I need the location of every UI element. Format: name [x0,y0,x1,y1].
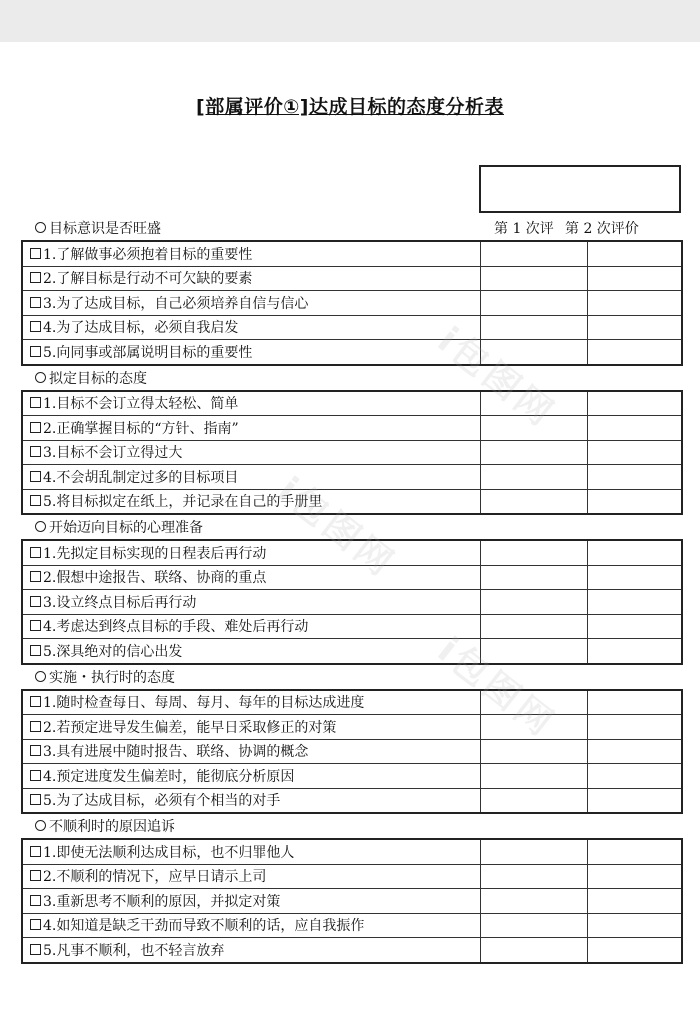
second-evaluation-cell[interactable] [587,864,682,889]
second-evaluation-cell[interactable] [587,788,682,813]
question-cell [22,864,480,889]
table-row [22,715,682,740]
checkbox[interactable] [30,645,41,656]
checkbox[interactable] [30,446,41,457]
question-text: 5.为了达成目标，必须有个相当的对手 [43,793,281,810]
table-row [22,690,682,715]
first-evaluation-cell[interactable] [480,241,587,266]
first-evaluation-cell[interactable] [480,788,587,813]
table-row [22,590,682,615]
first-evaluation-cell[interactable] [480,690,587,715]
question-cell [22,839,480,864]
question-cell [22,340,480,365]
question-text: 3.设立终点目标后再行动 [43,594,197,611]
checkbox[interactable] [30,248,41,259]
second-evaluation-cell[interactable] [587,639,682,664]
question-text: 3.目标不会订立得过大 [43,445,183,462]
first-evaluation-cell[interactable] [480,614,587,639]
second-evaluation-cell[interactable] [587,391,682,416]
question-cell [22,788,480,813]
question-text: 2.若预定进导发生偏差，能早日采取修正的对策 [43,719,337,736]
question-cell [22,416,480,441]
table-row [22,241,682,266]
question-cell [22,565,480,590]
evaluation-form [21,220,681,968]
question-cell [22,764,480,789]
first-evaluation-cell[interactable] [480,639,587,664]
first-evaluation-cell[interactable] [480,440,587,465]
checkbox[interactable] [30,272,41,283]
table-row [22,291,682,316]
first-evaluation-cell[interactable] [480,764,587,789]
table-row [22,416,682,441]
first-evaluation-cell[interactable] [480,315,587,340]
first-evaluation-cell[interactable] [480,864,587,889]
table-row [22,864,682,889]
section-heading-text: 不顺利时的原因追诉 [49,819,175,835]
question-cell [22,639,480,664]
checkbox[interactable] [30,471,41,482]
total-score-box[interactable] [479,165,681,213]
first-evaluation-header: 第 1 次评 [494,221,554,237]
table-row [22,913,682,938]
second-evaluation-cell[interactable] [587,614,682,639]
checkbox[interactable] [30,770,41,781]
question-cell [22,391,480,416]
first-evaluation-cell[interactable] [480,715,587,740]
question-text: 4.考虑达到终点目标的手段、难处后再行动 [43,619,309,636]
checkbox[interactable] [30,297,41,308]
checkbox[interactable] [30,346,41,357]
question-text: 1.随时检查每日、每周、每月、每年的目标达成进度 [43,695,365,712]
section-heading [21,818,681,836]
question-text: 1.即使无法顺利达成目标，也不归罪他人 [43,844,295,861]
second-evaluation-cell[interactable] [587,565,682,590]
first-evaluation-cell[interactable] [480,465,587,490]
checkbox[interactable] [30,794,41,805]
watermark: i包图网 [429,629,563,746]
question-text: 2.假想中途报告、联络、协商的重点 [43,570,267,587]
question-cell [22,590,480,615]
second-evaluation-cell[interactable] [587,489,682,514]
section-table [21,838,683,964]
first-evaluation-cell[interactable] [480,340,587,365]
table-row [22,788,682,813]
table-row [22,266,682,291]
table-row [22,839,682,864]
second-evaluation-cell[interactable] [587,266,682,291]
second-evaluation-cell[interactable] [587,340,682,365]
checkbox[interactable] [30,495,41,506]
first-evaluation-cell[interactable] [480,291,587,316]
first-evaluation-cell[interactable] [480,416,587,441]
second-evaluation-cell[interactable] [587,590,682,615]
watermark: i包图网 [429,319,563,436]
second-evaluation-cell[interactable] [587,291,682,316]
section-heading [21,669,681,687]
second-evaluation-cell[interactable] [587,440,682,465]
second-evaluation-cell[interactable] [587,540,682,565]
checkbox[interactable] [30,596,41,607]
question-cell [22,489,480,514]
section-heading-text: 实施・执行时的态度 [49,669,175,686]
section-table [21,539,683,665]
question-cell [22,739,480,764]
question-text: 4.不会胡乱制定过多的目标项目 [43,469,239,486]
table-row [22,315,682,340]
question-text: 4.如知道是缺乏干劲而导致不顺利的话，应自我振作 [43,918,365,935]
checkbox[interactable] [30,895,41,906]
first-evaluation-cell[interactable] [480,739,587,764]
checkbox[interactable] [30,547,41,558]
checkbox[interactable] [30,745,41,756]
table-row [22,391,682,416]
question-text: 2.不顺利的情况下，应早日请示上司 [43,869,267,886]
question-text: 3.为了达成目标，自己必须培养自信与信心 [43,295,309,312]
second-evaluation-header: 第 2 次评价 [565,221,639,237]
checkbox[interactable] [30,422,41,433]
section-table [21,240,683,366]
first-evaluation-cell[interactable] [480,391,587,416]
question-text: 5.向同事或部属说明目标的重要性 [43,344,253,361]
question-text: 5.凡事不顺利，也不轻言放弃 [43,942,225,959]
section-table [21,689,683,815]
checkbox[interactable] [30,620,41,631]
second-evaluation-cell[interactable] [587,241,682,266]
first-evaluation-cell[interactable] [480,590,587,615]
section-heading [21,220,681,238]
checkbox[interactable] [30,571,41,582]
question-cell [22,291,480,316]
question-cell [22,938,480,963]
table-row [22,465,682,490]
section-heading-text: 开始迈向目标的心理准备 [49,520,203,536]
section-heading-text: 目标意识是否旺盛 [49,221,161,237]
second-evaluation-cell[interactable] [587,315,682,340]
table-row [22,764,682,789]
first-evaluation-cell[interactable] [480,565,587,590]
first-evaluation-cell[interactable] [480,938,587,963]
table-row [22,639,682,664]
first-evaluation-cell[interactable] [480,889,587,914]
first-evaluation-cell[interactable] [480,489,587,514]
second-evaluation-cell[interactable] [587,839,682,864]
second-evaluation-cell[interactable] [587,938,682,963]
question-text: 5.将目标拟定在纸上，并记录在自己的手册里 [43,494,323,511]
section-table [21,390,683,516]
checkbox[interactable] [30,321,41,332]
question-cell [22,315,480,340]
second-evaluation-cell[interactable] [587,764,682,789]
first-evaluation-cell[interactable] [480,913,587,938]
circle-bullet-icon [35,820,46,831]
circle-bullet-icon [35,222,46,233]
section-heading [21,370,681,388]
top-bar [0,0,700,42]
section-heading-text: 拟定目标的态度 [49,370,147,387]
second-evaluation-cell[interactable] [587,465,682,490]
question-text: 3.重新思考不顺利的原因，并拟定对策 [43,893,281,910]
second-evaluation-cell[interactable] [587,913,682,938]
table-row [22,540,682,565]
first-evaluation-cell[interactable] [480,266,587,291]
question-text: 5.深具绝对的信心出发 [43,643,183,660]
table-row [22,489,682,514]
question-cell [22,690,480,715]
question-cell [22,465,480,490]
question-cell [22,266,480,291]
first-evaluation-cell[interactable] [480,540,587,565]
circle-bullet-icon [35,521,46,532]
checkbox[interactable] [30,397,41,408]
question-text: 2.正确掌握目标的“方针、指南” [43,420,239,437]
second-evaluation-cell[interactable] [587,889,682,914]
question-text: 1.了解做事必须抱着目标的重要性 [43,246,253,263]
table-row [22,614,682,639]
second-evaluation-cell[interactable] [587,739,682,764]
table-row [22,889,682,914]
checkbox[interactable] [30,919,41,930]
section-heading [21,519,681,537]
question-cell [22,540,480,565]
checkbox[interactable] [30,721,41,732]
checkbox[interactable] [30,846,41,857]
checkbox[interactable] [30,870,41,881]
checkbox[interactable] [30,696,41,707]
question-text: 2.了解目标是行动不可欠缺的要素 [43,271,253,288]
question-text: 4.为了达成目标，必须自我启发 [43,320,239,337]
second-evaluation-cell[interactable] [587,416,682,441]
question-cell [22,889,480,914]
checkbox[interactable] [30,944,41,955]
table-row [22,340,682,365]
table-row [22,739,682,764]
question-cell [22,241,480,266]
question-cell [22,614,480,639]
circle-bullet-icon [35,372,46,383]
question-text: 4.预定进度发生偏差时，能彻底分析原因 [43,768,295,785]
table-row [22,938,682,963]
question-cell [22,913,480,938]
question-text: 1.目标不会订立得太轻松、简单 [43,396,239,413]
question-cell [22,715,480,740]
page-title: [部属评价①]达成目标的态度分析表 [196,96,504,118]
question-text: 1.先拟定目标实现的日程表后再行动 [43,545,267,562]
circle-bullet-icon [35,671,46,682]
question-text: 3.具有进展中随时报告、联络、协调的概念 [43,744,309,761]
watermark: i包图网 [269,469,403,586]
first-evaluation-cell[interactable] [480,839,587,864]
second-evaluation-cell[interactable] [587,715,682,740]
second-evaluation-cell[interactable] [587,690,682,715]
table-row [22,440,682,465]
table-row [22,565,682,590]
question-cell [22,440,480,465]
